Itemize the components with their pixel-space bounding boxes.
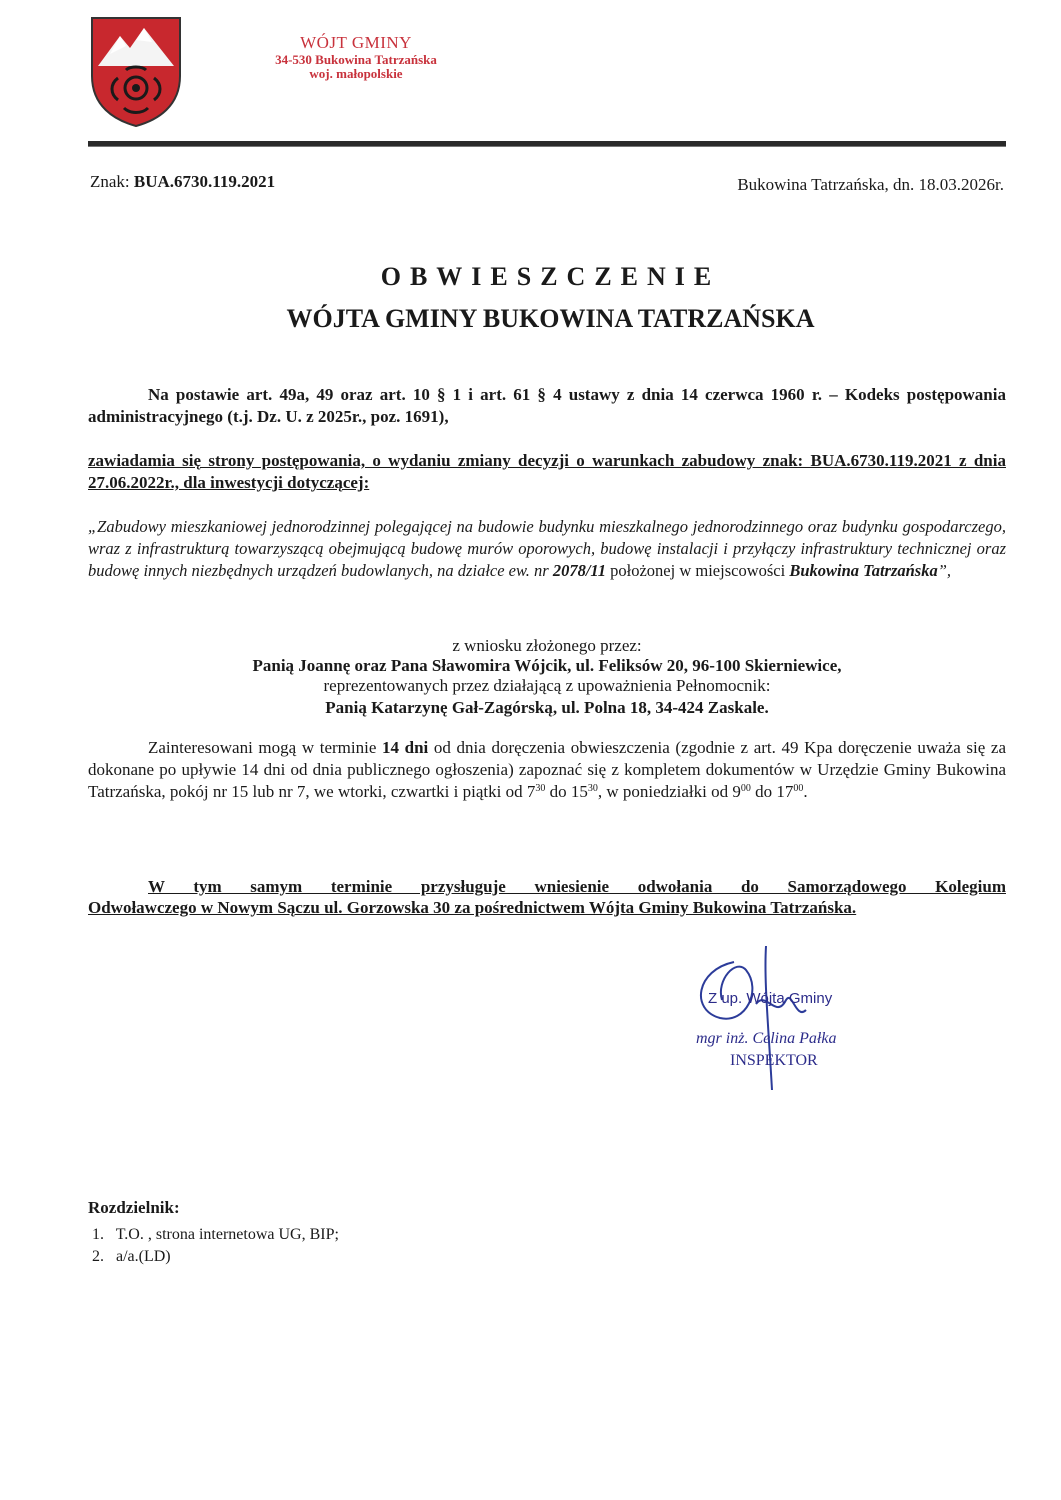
place-date: Bukowina Tatrzańska, dn. 18.03.2026r.: [737, 175, 1004, 194]
plot-number: 2078/11: [552, 561, 607, 580]
reference-label: Znak:: [90, 172, 130, 191]
legal-basis-paragraph: Na postawie art. 49a, 49 oraz art. 10 § 1 i art. 61 § 4 ustawy z dnia 14 czerwca 1960 r. – Kodeks postępowania administracyjnego (t.j. Dz. U. z 2025r., poz. 1691),: [88, 385, 1006, 426]
inspection-text-a: Zainteresowani mogą w terminie: [148, 738, 377, 757]
investment-text-1: „Zabudowy mieszkaniowej jednorodzinnej polegającej na budowie budynku mieszkalnego jednorodzinnego oraz budynku gospodarczego, wraz z infrastrukturą towarzyszącą obejmującą budowę murów oporowych, budowę instalacji i przyłączy infrastruktury technicznej oraz budowę innych niezbędnych urządzeń budowlanych, na działce ew. nr: [88, 517, 1006, 580]
time-to-1: $15^{30}$: [570, 782, 598, 801]
word-do-1: do: [549, 782, 567, 801]
signatory-role: INSPEKTOR: [730, 1052, 818, 1069]
appeal-line-1: W tym samym terminie przysługuje wniesienie odwołania do Samorządowego Kolegium: [148, 877, 1006, 896]
word-do-2: do: [755, 782, 773, 801]
inspection-text-c: , w poniedziałki od: [597, 782, 729, 801]
time-from-2: $9^{00}$: [732, 782, 751, 801]
applicant-lead: z wniosku złożonego przez:: [452, 636, 642, 655]
representative: Panią Katarzynę Gał-Zagórską, ul. Polna 18, 34-424 Zaskale.: [325, 698, 769, 717]
document-subtitle: WÓJTA GMINY BUKOWINA TATRZAŃSKA: [286, 304, 815, 333]
stamp-region: woj. małopolskie: [309, 66, 403, 82]
investment-place: Bukowina Tatrzańska: [789, 561, 938, 580]
document-title: OBWIESZCZENIE: [380, 262, 721, 291]
reference-number: [90, 172, 275, 192]
applicants: Panią Joannę oraz Pana Sławomira Wójcik, ul. Feliksów 20, 96-100 Skierniewice,: [252, 656, 842, 675]
office-stamp: [256, 33, 456, 82]
appeal-line-2: Odwoławczego w Nowym Sączu ul. Gorzowska 30 za pośrednictwem Wójta Gminy Bukowina Tatrzańska.: [88, 898, 857, 917]
inspection-paragraph: [88, 737, 1006, 803]
signature-authority: Z up. Wójta Gminy: [708, 990, 833, 1007]
representative-lead: reprezentowanych przez działającą z upoważnienia Pełnomocnik:: [323, 676, 771, 695]
notice-paragraph: zawiadamia się strony postępowania, o wydaniu zmiany decyzji o warunkach zabudowy znak: BUA.6730.119.2021 z dnia 27.06.2022r., dla inwestycji dotyczącej:: [88, 451, 1006, 492]
investment-description: [88, 516, 1006, 582]
time-from-1: $7^{30}$: [526, 782, 546, 801]
inspection-days: 14 dni: [382, 738, 429, 757]
handwritten-signature-icon: [676, 940, 916, 1100]
stamp-address: 34-530 Bukowina Tatrzańska: [275, 51, 437, 67]
stamp-title: WÓJT GMINY: [300, 33, 412, 52]
coat-of-arms-icon: [88, 14, 184, 128]
inspection-text-b: od dnia doręczenia obwieszczenia (zgodnie z art. 49 Kpa doręczenie uważa się za dokonane po upływie 14 dni od dnia publicznego ogłoszenia) zapoznać się z kompletem dokumentów w Urzędzie Gminy Bukowina Tatrzańska, pokój nr 15 lub nr 7, we wtorki, czwartki i piątki od: [88, 738, 1007, 801]
investment-quote-end: ”,: [937, 561, 952, 580]
time-to-2: $17^{00}$: [776, 782, 804, 801]
signatory-name: mgr inż. Celina Pałka: [696, 1030, 837, 1047]
distribution-title: Rozdzielnik:: [88, 1198, 180, 1217]
reference-value: BUA.6730.119.2021: [133, 172, 276, 191]
list-item: 1. T.O. , strona internetowa UG, BIP;: [92, 1226, 339, 1243]
distribution-list: [92, 1224, 339, 1268]
header-divider: [88, 141, 1006, 147]
investment-text-2: położonej w miejscowości: [610, 561, 786, 580]
inspection-end: .: [803, 782, 808, 801]
list-item: 2. a/a.(LD): [92, 1248, 171, 1265]
